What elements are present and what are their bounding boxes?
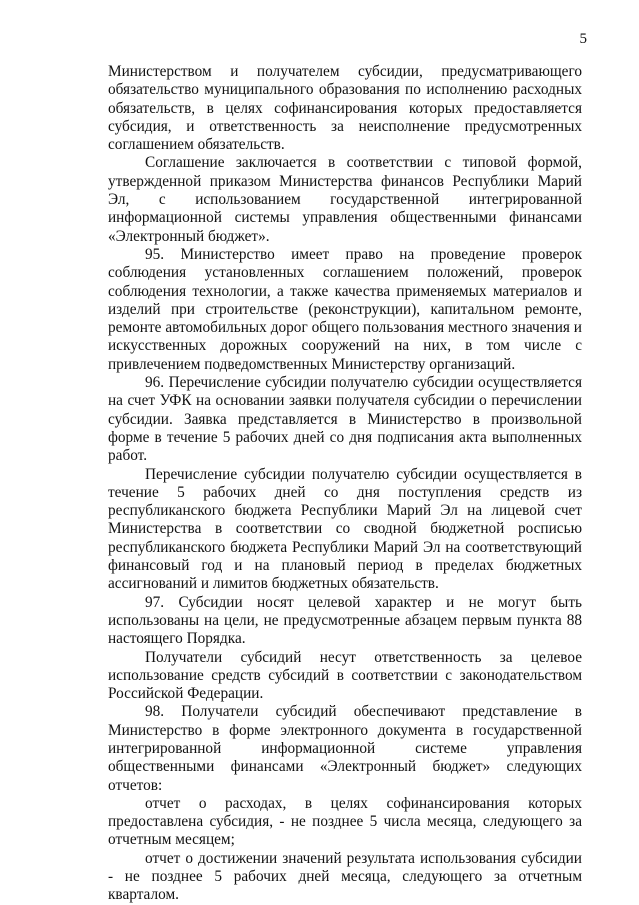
paragraph-item-95: 95. Министерство имеет право на проведение проверок соблюдения установленных соглашением положений, проверок соблюдения технологии, а также качества применяемых материалов и изделий при строительстве (реконструкции), капитальном ремонте, ремонте автомобильных дорог общего пользования местного значения и искусственных дорожных сооружений на них, в том числе с привлечением подведомственных Министерству организаций.: [108, 245, 582, 373]
paragraph-expense-report: отчет о расходах, в целях софинансирования которых предоставлена субсидия, - не позднее 5 числа месяца, следующего за отчетным месяцем;: [108, 794, 582, 849]
page-number: 5: [579, 31, 587, 47]
paragraph-transfer-terms: Перечисление субсидии получателю субсидии осуществляется в течение 5 рабочих дней со дня поступления средств из республиканского бюджета Республики Марий Эл на лицевой счет Министерства в соответствии со сводной бюджетной росписью республиканского бюджета Республики Марий Эл на соответствующий финансовый год и на плановый период в пределах бюджетных ассигнований и лимитов бюджетных обязательств.: [108, 465, 582, 593]
paragraph-agreement-continuation: Министерством и получателем субсидии, предусматривающего обязательство муниципального образования по исполнению расходных обязательств, в целях софинансирования которых предоставляется субсидия, и ответственность за неисполнение предусмотренных соглашением обязательств.: [108, 63, 582, 154]
document-body: [108, 63, 582, 905]
paragraph-item-97: 97. Субсидии носят целевой характер и не могут быть использованы на цели, не предусмотренные абзацем первым пункта 88 настоящего Порядка.: [108, 593, 582, 648]
paragraph-responsibility: Получатели субсидий несут ответственность за целевое использование средств субсидий в соответствии с законодательством Российской Федерации.: [108, 648, 582, 703]
paragraph-item-96: 96. Перечисление субсидии получателю субсидии осуществляется на счет УФК на основании заявки получателя субсидии о перечислении субсидии. Заявка представляется в Министерство в произвольной форме в течение 5 рабочих дней со дня подписания акта выполненных работ.: [108, 374, 582, 465]
paragraph-item-98: 98. Получатели субсидий обеспечивают представление в Министерство в форме электронного документа в государственной интегрированной информационной системе управления общественными финансами «Электронный бюджет» следующих отчетов:: [108, 703, 582, 794]
paragraph-result-report: отчет о достижении значений результата использования субсидии - не позднее 5 рабочих дней месяца, следующего за отчетным кварталом.: [108, 849, 582, 904]
paragraph-agreement-form: Соглашение заключается в соответствии с типовой формой, утвержденной приказом Министерства финансов Республики Марий Эл, с использованием государственной интегрированной информационной системы управления общественными финансами «Электронный бюджет».: [108, 154, 582, 245]
